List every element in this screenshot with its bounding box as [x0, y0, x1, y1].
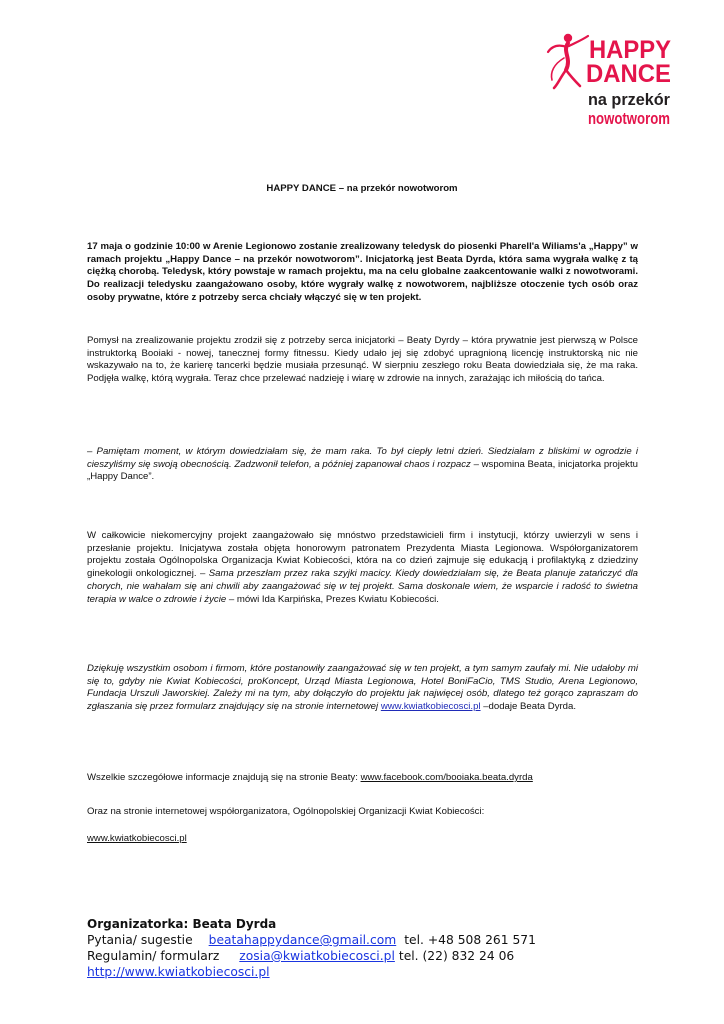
paragraph-idea: Pomysł na zrealizowanie projektu zrodził się z potrzeby serca inicjatorki – Beaty Dyrdy – która prywatnie jest pierwszą w Polsce instruktorką Booiaki - nowej, tanecznej formy fitnessu. Kiedy udało jej się zdobyć upragnioną licencję instruktorską nic nie wskazywało na to, że karierę tancerki będzie musiała przesunąć. W sierpniu zeszłego roku Beata dowiedziała się, że ma raka. Podjęła walkę, którą wygrała. Teraz chce przelewać nadzieję i wiarę w zdrowie na innych, zarażając ich miłością do tańca.: [87, 335, 638, 385]
info-beata-text: Wszelkie szczegółowe informacje znajdują się na stronie Beaty:: [87, 772, 361, 783]
contact-row-questions: [87, 932, 687, 948]
contact-footer: [87, 916, 687, 980]
questions-label: Pytania/ sugestie: [87, 933, 193, 947]
quote-beata-attribution: – wspomina Beata, inicjatorka projektu „Happy Dance”.: [87, 458, 638, 483]
quote-ida-attribution: – mówi Ida Karpińska, Prezes Kwiatu Kobiecości.: [226, 593, 439, 605]
footer-website-link[interactable]: http://www.kwiatkobiecosci.pl: [87, 965, 270, 979]
paragraph-quote-beata: [87, 446, 638, 484]
info-beata: [87, 772, 638, 785]
paragraph-thanks: [87, 663, 638, 714]
partners-text: W całkowicie niekomercyjny projekt zaangażowało się mnóstwo przedstawicieli firm i instytucji, którzy uwierzyli w sens i przesłanie projektu. Inicjatywa została objęta honorowym patronatem Prezydenta Miasta Legionowa. Współorganizatorem projektu została Ogólnopolska Organizacja Kwiat Kobiecości, która na co dzień zajmuje się edukacją i profilaktyką z dziedziny ginekologii onkologicznej. –: [87, 530, 638, 580]
document-title: HAPPY DANCE – na przekór nowotworom: [266, 183, 458, 194]
organizer-name: Organizatorka: Beata Dyrda: [87, 917, 277, 931]
thanks-text: Dziękuję wszystkim osobom i firmom, które postanowiły zaangażować się w ten projekt, a tym samym zaufały mi. Nie udałoby mi się to, gdyby nie Kwiat Kobiecości, proKoncept, Urząd Miasta Legionowa, Hotel BoniFaCio, TMS Studio, Arena Legionowo, Fundacja Urszuli Jaworskiej. Zależy mi na tym, aby dołączyło do projektu jak najwięcej osób, dlatego też gorąco zapraszam do zgłaszania się przez formularz znajdujący się na stronie internetowej: [87, 663, 638, 713]
questions-email-link[interactable]: beatahappydance@gmail.com: [208, 933, 397, 947]
quote-beata-text: – Pamiętam moment, w którym dowiedziałam się, że mam raka. To był ciepły letni dzień. Siedziałam z bliskimi w ogrodzie i cieszyliśmy się swoją obecnością. Zadzwonił telefon, a później zapanował chaos i rozpacz: [87, 446, 638, 470]
logo-tagline-2: nowotworom: [588, 109, 670, 128]
logo-tagline-1: na przekór: [588, 90, 671, 109]
facebook-link[interactable]: www.facebook.com/booiaka.beata.dyrda: [360, 772, 533, 783]
kwiatkobiecosci-link[interactable]: www.kwiatkobiecosci.pl: [380, 701, 481, 713]
thanks-attribution: –dodaje Beata Dyrda.: [480, 701, 577, 713]
lead-paragraph: 17 maja o godzinie 10:00 w Arenie Legionowo zostanie zrealizowany teledysk do piosenki Pharell'a Wiliams'a „Happy” w ramach projektu „Happy Dance – na przekór nowotworom”. Inicjatorką jest Beata Dyrda, która sama wygrała walkę z tą ciężką chorobą. Teledysk, który powstaje w ramach projektu, ma na celu globalne zaakcentowanie walki z nowotworami. Do realizacji teledysku zaangażowano osoby, które wygrały walkę z nowotworem, najbliższe otoczenie tych osób oraz osoby prywatne, które z potrzeby serca chciały włączyć się w ten projekt.: [87, 241, 638, 303]
questions-phone: tel. +48 508 261 571: [404, 933, 536, 947]
ribbon-dancer-icon: [548, 34, 588, 88]
quote-ida-text: Sama przeszłam przez raka szyjki macicy. Kiedy dowiedziałam się, że Beata planuje zatańczyć dla chorych, nie wahałam się ani chwili aby zaangażować się w tej projekt. Sama doskonale wiem, że wsparcie i radość to świetna terapia w walce o zdrowie i życie: [87, 568, 638, 605]
form-email-link[interactable]: zosia@kwiatkobiecosci.pl: [239, 949, 395, 963]
contact-row-website: [87, 964, 687, 980]
website-link[interactable]: www.kwiatkobiecosci.pl: [87, 833, 187, 844]
form-label: Regulamin/ formularz: [87, 949, 220, 963]
contact-row-form: [87, 948, 687, 964]
paragraph-partners: [87, 530, 638, 606]
info-website: [87, 833, 638, 846]
logo-word-happy: HAPPY: [589, 36, 672, 64]
happy-dance-logo: [544, 28, 674, 128]
form-phone: tel. (22) 832 24 06: [398, 949, 515, 963]
logo-word-dance: DANCE: [586, 60, 671, 88]
info-coorganizer: Oraz na stronie internetowej współorganizatora, Ogólnopolskiej Organizacji Kwiat Kobiecości:: [87, 806, 485, 817]
